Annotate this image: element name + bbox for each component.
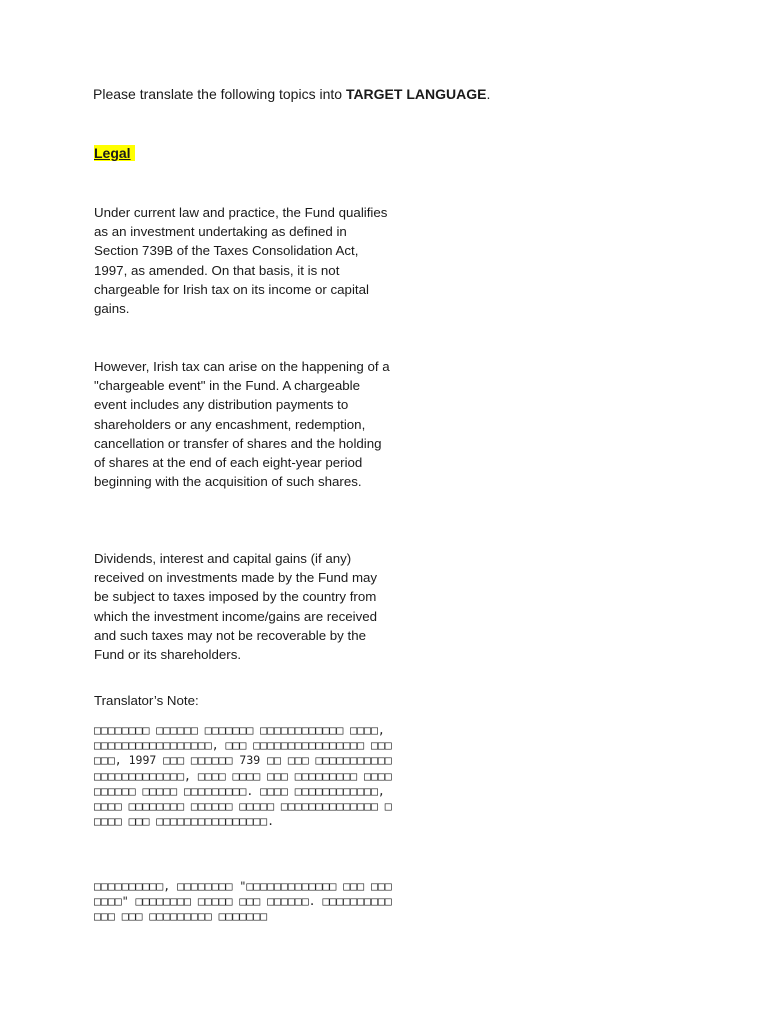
target-language-label: TARGET LANGUAGE [345,86,487,102]
translator-note-label: Translator’s Note: [94,693,199,708]
paragraph-dividends: Dividends, interest and capital gains (if any) received on investments made by the Fund may be subject to taxes imposed by the country from which the investment income/gains are received and such taxes may not be recoverable by the Fund or its shareholders. [94,551,378,663]
paragraph-tax-status: Under current law and practice, the Fund qualifies as an investment undertaking as defined in Section 739B of the Taxes Consolidation Act, 1997, as amended. On that basis, it is not chargeable for Irish tax on its income or capital gains. [94,205,388,317]
section-heading-legal: Legal [94,145,135,161]
instruction-prefix: Please translate the following topics into [93,86,346,102]
translated-block-1: □□□□□□□□ □□□□□□ □□□□□□□ □□□□□□□□□□□□ □□□□, □□□□□□□□□□□□□□□□□, □□□ □□□□□□□□□□□□□□□□ □□□□□□, 1997 □□□ □□□□□□ 739 □□ □□□ □□□□□□□□□□□□□□□□□□□□□□□□, □□□□ □□□□ □□□ □□□□□□□□□ □□□□□□□□□□ □□□□□ □□□□□□□□□. □□□□ □□□□□□□□□□□□, □□□□ □□□□□□□□ □□□□□□ □□□□□ □□□□□□□□□□□□□□ □□□□□ □□□ □□□□□□□□□□□□□□□□. [94,723,392,829]
instruction-line [93,86,490,102]
instruction-suffix: . [486,86,491,102]
paragraph-chargeable-event: However, Irish tax can arise on the happening of a "chargeable event" in the Fund. A chargeable event includes any distribution payments to shareholders or any encashment, redemption, cancellation or transfer of shares and the holding of shares at the end of each eight-year period beginning with the acquisition of such shares. [94,359,390,490]
translated-block-2: □□□□□□□□□□, □□□□□□□□ "□□□□□□□□□□□□□ □□□ □□□□□□□" □□□□□□□□ □□□□□ □□□ □□□□□□. □□□□□□□□□□□□□ □□□ □□□□□□□□□ □□□□□□□ [94,879,392,924]
